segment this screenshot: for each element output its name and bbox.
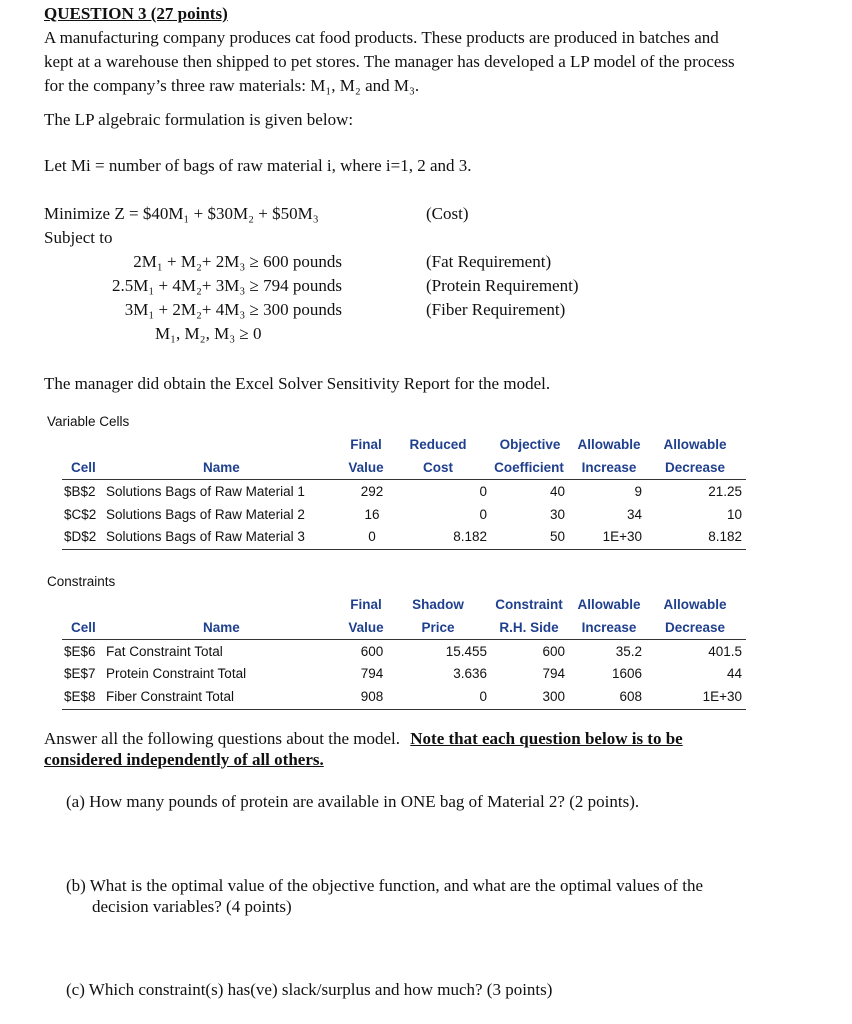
part-a: (a) How many pounds of protein are available in ONE bag of Material 2? (2 points). — [66, 792, 640, 811]
ct-row-2-final: 794 — [360, 666, 384, 681]
vc-header-reduced: Reduced — [409, 437, 467, 452]
nonnegativity: M₁, M₂, M₃ ≥ 0 — [155, 324, 262, 343]
constraints-label: Constraints — [47, 574, 116, 589]
ct-header-name: Name — [203, 620, 240, 635]
ct-header-price: Price — [421, 620, 455, 635]
ct-row-1-final: 600 — [360, 644, 384, 659]
ct-row-3-name: Fiber Constraint Total — [106, 689, 235, 704]
vc-header-value: Value — [348, 460, 384, 475]
ct-row-2-cell: $E$7 — [64, 666, 96, 681]
ct-row-3-cell: $E$8 — [64, 689, 96, 704]
ct-row-3-dec: 1E+30 — [702, 689, 742, 704]
ct-row-1-cell: $E$6 — [64, 644, 96, 659]
ct-row-2-name: Protein Constraint Total — [106, 666, 247, 681]
vc-row-3-coef: 50 — [549, 529, 565, 544]
intro-line-2: kept at a warehouse then shipped to pet stores. The manager has developed a LP model of the process — [44, 52, 735, 71]
constraint-fat-note: (Fat Requirement) — [426, 252, 552, 271]
vc-row-3-name: Solutions Bags of Raw Material 3 — [106, 529, 305, 544]
answer-intro-emphasis-1: Note that each question below is to be — [410, 729, 683, 748]
vc-row-2-cell: $C$2 — [64, 507, 97, 522]
vc-row-2-name: Solutions Bags of Raw Material 2 — [106, 507, 305, 522]
ct-header-increase: Increase — [581, 620, 637, 635]
part-b-line-2: decision variables? (4 points) — [92, 897, 292, 916]
vc-row-3-cell: $D$2 — [64, 529, 97, 544]
vc-row-3-dec: 8.182 — [708, 529, 742, 544]
vc-header-allowable-inc: Allowable — [577, 437, 641, 452]
lp-intro: The LP algebraic formulation is given below: — [44, 110, 354, 129]
intro-line-3: for the company’s three raw materials: M₁, M₂ and M₃. — [44, 76, 420, 95]
ct-row-1-dec: 401.5 — [708, 644, 742, 659]
intro-line-1: A manufacturing company produces cat food products. These products are produced in batches and — [44, 28, 719, 47]
vc-header-increase: Increase — [581, 460, 637, 475]
ct-row-3-inc: 608 — [619, 689, 642, 704]
ct-row-3-shadow: 0 — [479, 689, 487, 704]
answer-intro — [44, 729, 683, 749]
vc-row-1-coef: 40 — [549, 484, 565, 499]
vc-row-1-dec: 21.25 — [708, 484, 742, 499]
ct-bottom-divider — [62, 709, 746, 710]
vc-header-cost: Cost — [423, 460, 453, 475]
ct-header-rhs: R.H. Side — [499, 620, 559, 635]
constraint-fiber-note: (Fiber Requirement) — [426, 300, 566, 319]
vc-header-coefficient: Coefficient — [494, 460, 564, 475]
ct-row-2-shadow: 3.636 — [453, 666, 487, 681]
ct-header-cell: Cell — [71, 620, 96, 635]
part-b-line-1: (b) What is the optimal value of the objective function, and what are the optimal values of the — [66, 876, 703, 895]
vc-row-2-final: 16 — [364, 507, 380, 522]
objective-function: Minimize Z = $40M₁ + $30M₂ + $50M₃ — [44, 204, 319, 223]
ct-row-3-final: 908 — [360, 689, 384, 704]
let-definition: Let Mi = number of bags of raw material i, where i=1, 2 and 3. — [44, 156, 472, 175]
ct-header-decrease: Decrease — [664, 620, 726, 635]
vc-row-1-cell: $B$2 — [64, 484, 96, 499]
vc-header-objective: Objective — [499, 437, 561, 452]
vc-row-3-inc: 1E+30 — [602, 529, 642, 544]
answer-intro-emphasis-2: considered independently of all others. — [44, 750, 324, 769]
subject-to: Subject to — [44, 228, 113, 247]
ct-row-2-dec: 44 — [726, 666, 742, 681]
vc-row-2-inc: 34 — [626, 507, 642, 522]
report-intro: The manager did obtain the Excel Solver Sensitivity Report for the model. — [44, 374, 551, 393]
variable-cells-label: Variable Cells — [47, 414, 130, 429]
ct-header-value: Value — [348, 620, 384, 635]
constraint-protein-note: (Protein Requirement) — [426, 276, 579, 295]
vc-row-2-coef: 30 — [549, 507, 565, 522]
ct-header-divider — [62, 639, 746, 640]
ct-row-2-rhs: 794 — [542, 666, 565, 681]
constraint-fat-expr: 2M₁ + M₂+ 2M₃ ≥ 600 pounds — [133, 252, 342, 271]
ct-header-constraint: Constraint — [495, 597, 563, 612]
constraint-protein-expr: 2.5M₁ + 4M₂+ 3M₃ ≥ 794 pounds — [112, 276, 342, 295]
vc-row-1-reduced: 0 — [479, 484, 487, 499]
vc-bottom-divider — [62, 549, 746, 550]
vc-header-cell: Cell — [71, 460, 96, 475]
ct-row-1-inc: 35.2 — [615, 644, 642, 659]
vc-row-1-final: 292 — [360, 484, 384, 499]
vc-row-1-name: Solutions Bags of Raw Material 1 — [106, 484, 305, 499]
vc-header-decrease: Decrease — [664, 460, 726, 475]
vc-row-3-reduced: 8.182 — [453, 529, 487, 544]
vc-row-2-reduced: 0 — [479, 507, 487, 522]
ct-row-1-shadow: 15.455 — [445, 644, 487, 659]
constraint-fiber-expr: 3M₁ + 2M₂+ 4M₃ ≥ 300 pounds — [124, 300, 342, 319]
question-title: QUESTION 3 (27 points) — [44, 4, 228, 23]
objective-note: (Cost) — [426, 204, 469, 223]
vc-header-allowable-dec: Allowable — [663, 437, 727, 452]
ct-header-shadow: Shadow — [412, 597, 464, 612]
ct-row-1-rhs: 600 — [542, 644, 565, 659]
answer-intro-text: Answer all the following questions about the model. — [44, 729, 400, 748]
ct-header-allowable-inc: Allowable — [577, 597, 641, 612]
vc-header-final: Final — [350, 437, 382, 452]
ct-header-final: Final — [350, 597, 382, 612]
vc-header-name: Name — [203, 460, 240, 475]
ct-header-allowable-dec: Allowable — [663, 597, 727, 612]
ct-row-1-name: Fat Constraint Total — [106, 644, 223, 659]
ct-row-2-inc: 1606 — [611, 666, 642, 681]
vc-row-3-final: 0 — [368, 529, 376, 544]
part-c: (c) Which constraint(s) has(ve) slack/surplus and how much? (3 points) — [66, 980, 553, 999]
ct-row-3-rhs: 300 — [542, 689, 565, 704]
vc-row-2-dec: 10 — [726, 507, 742, 522]
vc-header-divider — [62, 479, 746, 480]
vc-row-1-inc: 9 — [634, 484, 642, 499]
